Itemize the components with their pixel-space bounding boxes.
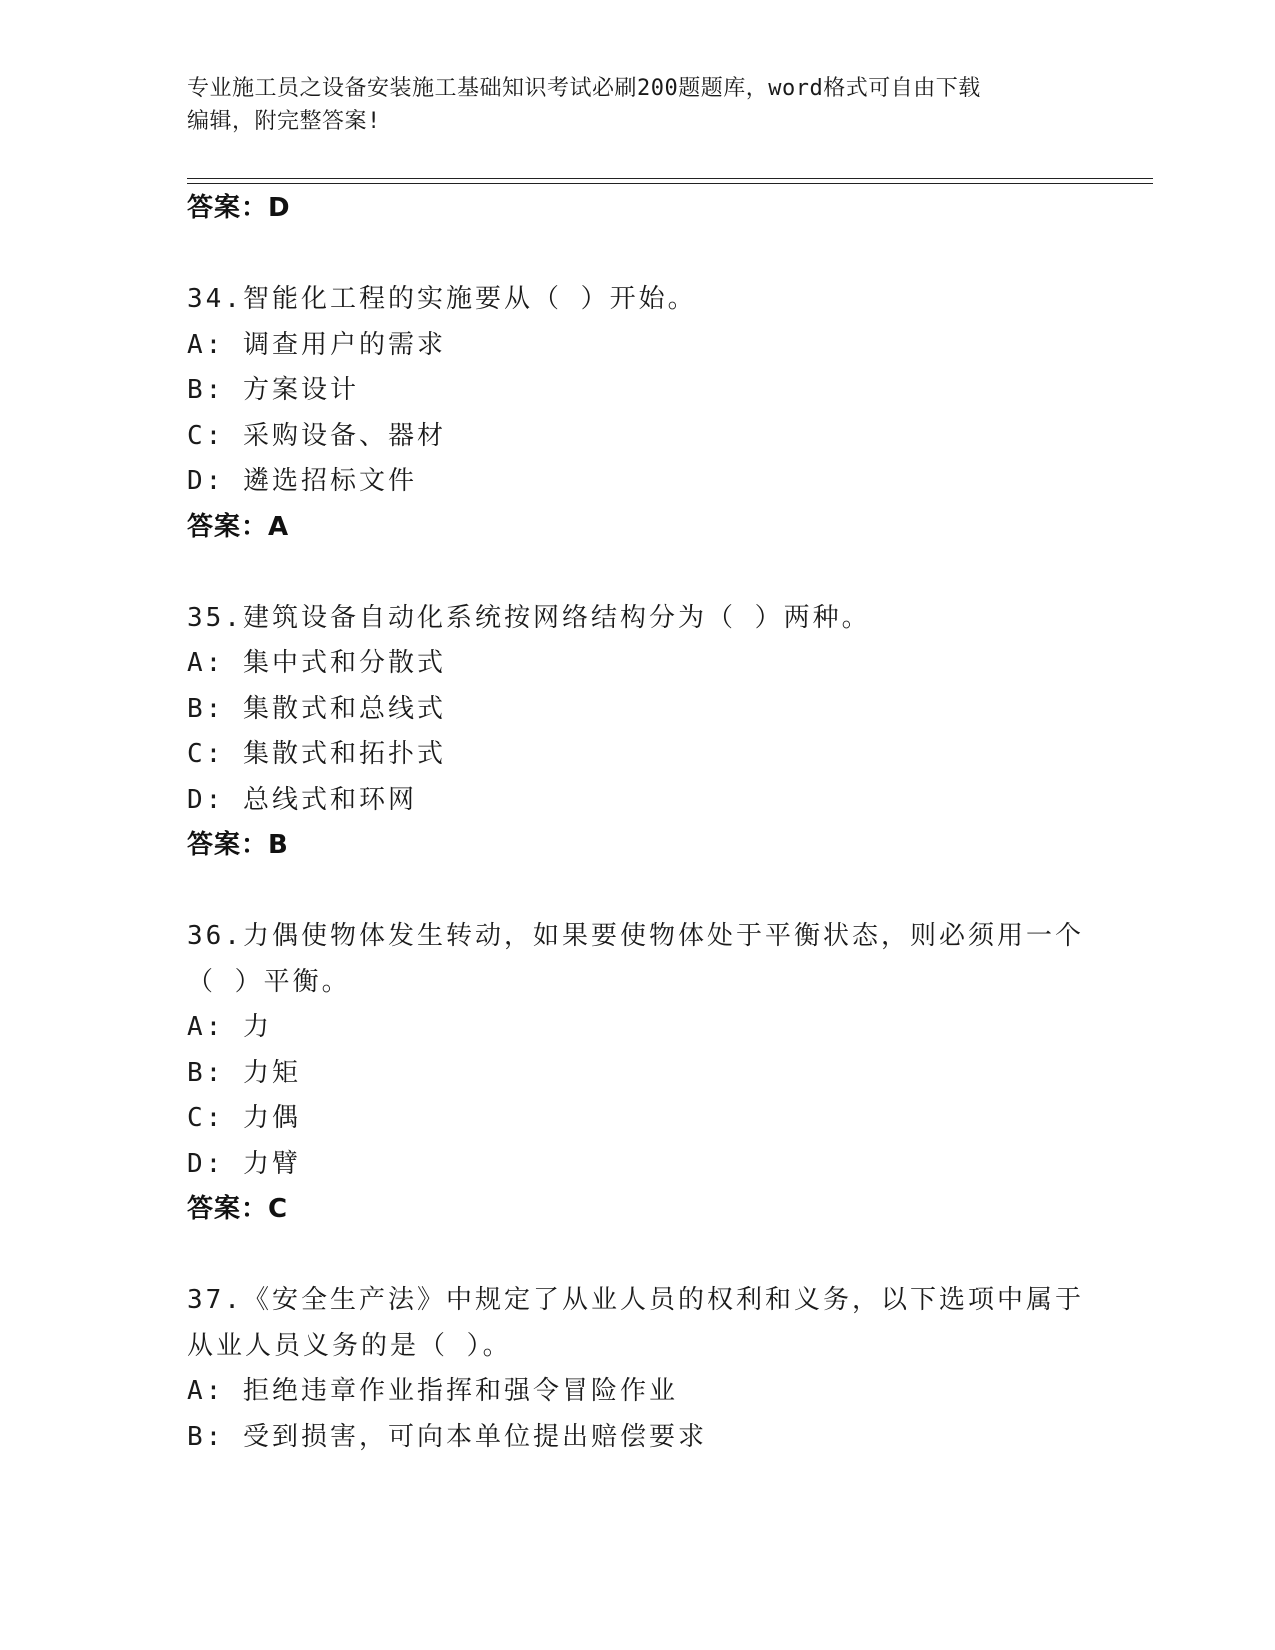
- question-stem: 35.建筑设备自动化系统按网络结构分为（ ）两种。: [187, 602, 871, 633]
- answer-line: 答案：D: [187, 193, 291, 223]
- option-c: C: 集散式和拓扑式: [187, 739, 446, 769]
- option-c: C: 力偶: [187, 1103, 301, 1133]
- header-line-1: 专业施工员之设备安装施工基础知识考试必刷200题题库，word格式可自由下载: [187, 76, 981, 101]
- document-header: [187, 72, 1067, 138]
- question-stem-continued: 从业人员义务的是（ ）。: [187, 1330, 512, 1361]
- option-b: B: 集散式和总线式: [187, 693, 446, 724]
- option-b: B: 方案设计: [187, 375, 359, 405]
- question-list: [187, 186, 1087, 1460]
- option-b: B: 力矩: [187, 1057, 301, 1088]
- question-block: [187, 277, 1087, 550]
- option-a: A: 集中式和分散式: [187, 648, 446, 678]
- answer-line: 答案：B: [187, 830, 289, 860]
- header-divider-top: [187, 178, 1153, 179]
- question-block: [187, 1278, 1087, 1460]
- header-divider-bottom: [187, 183, 1153, 184]
- option-d: D: 力臂: [187, 1148, 301, 1179]
- answer-line: 答案：C: [187, 1194, 289, 1224]
- option-d: D: 总线式和环网: [187, 784, 417, 815]
- option-d: D: 遴选招标文件: [187, 466, 417, 496]
- question-block: [187, 914, 1087, 1233]
- spacer: [187, 1233, 1087, 1279]
- spacer: [187, 550, 1087, 596]
- option-c: C: 采购设备、器材: [187, 420, 446, 451]
- option-a: A: 调查用户的需求: [187, 329, 446, 360]
- question-stem: 37.《安全生产法》中规定了从业人员的权利和义务，以下选项中属于: [187, 1285, 1084, 1315]
- question-stem: 36.力偶使物体发生转动，如果要使物体处于平衡状态，则必须用一个: [187, 921, 1084, 951]
- question-stem-continued: （ ）平衡。: [187, 966, 351, 997]
- option-a: A: 力: [187, 1012, 272, 1042]
- option-a: A: 拒绝违章作业指挥和强令冒险作业: [187, 1376, 678, 1406]
- spacer: [187, 232, 1087, 278]
- question-stem: 34.智能化工程的实施要从（ ）开始。: [187, 284, 697, 314]
- option-b: B: 受到损害，可向本单位提出赔偿要求: [187, 1421, 707, 1452]
- answer-line: 答案：A: [187, 511, 290, 542]
- spacer: [187, 869, 1087, 915]
- header-line-2: 编辑，附完整答案!: [187, 109, 381, 134]
- question-block: [187, 596, 1087, 869]
